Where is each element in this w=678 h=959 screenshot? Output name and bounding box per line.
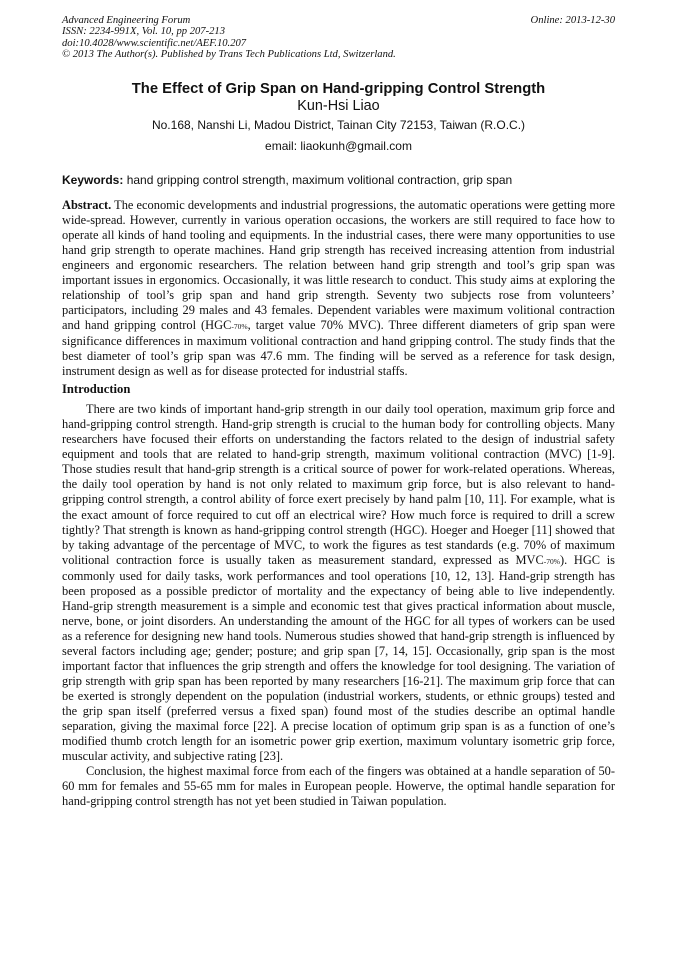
- issn-line: ISSN: 2234-991X, Vol. 10, pp 207-213: [62, 26, 226, 38]
- journal-header: [62, 15, 615, 61]
- keywords: [62, 173, 615, 188]
- author-name: Kun-Hsi Liao: [297, 97, 380, 114]
- copyright-line: © 2013 The Author(s). Published by Trans Tech Publications Ltd, Switzerland.: [62, 49, 396, 61]
- abstract-text-2: , target value 70% MVC). Three different diameters of grip span were significance differences in maximum volitional contraction and hand gripping control. The study finds that the best diameter of tool’s grip span was 47.6 mm. The finding will be served as a reference for task design, instrument design as well as for disease protected for industrial staffs.: [62, 318, 615, 379]
- intro-text-2: ). HGC is commonly used for daily tasks, work performances and tool operations [10, 12, 13]. Hand-grip strength has been proposed as a possible predictor of mortality and the expectancy of being able to live independently. Hand-grip strength measurement is a simple and economic test that gives practical information about muscle, nerve, bone, or joint disorders. An understanding the amount of the HGC for all types of workers can be used as a reference for designing new hand tools. Numerous studies showed that hand-grip strength is influenced by several factors including age; gender; posture; and grip span [7, 14, 15]. Occasionally, grip span is the most important factor that influences the grip strength and offers the knowledge for tool designing. The variation of grip strength with grip span has been reported by many researchers [16-21]. The maximum grip force that can be exerted is strongly dependent on the population (industrial workers, students, or ethnic groups) tested and the grip span itself (preferred versus a fixed span) found most of the studies describe an optimal handle separation, giving the maximal force [22]. A precise location of optimum grip span is as a function of one’s modified thumb crotch length for an isometric power grip exertion, maximum voluntary isometric grip force, muscular activity, and subjective rating [23].: [62, 552, 615, 764]
- intro-subscript: -70%: [543, 556, 560, 566]
- online-date: Online: 2013-12-30: [530, 15, 615, 26]
- keywords-text: hand gripping control strength, maximum volitional contraction, grip span: [123, 172, 513, 187]
- intro-paragraph-2: Conclusion, the highest maximal force from each of the fingers was obtained at a handle separation of 50-60 mm for females and 55-65 mm for males in European people. Howerve, the optimal handle separation for hand-gripping control strength has not yet been studied in Taiwan population.: [62, 764, 615, 809]
- abstract: [62, 198, 615, 380]
- journal-name: Advanced Engineering Forum: [62, 15, 191, 26]
- paper-page: [62, 15, 615, 809]
- doi-line: doi:10.4028/www.scientific.net/AEF.10.207: [62, 37, 247, 49]
- keywords-label: Keywords:: [62, 172, 124, 187]
- title-block: [62, 81, 615, 154]
- author-affiliation: No.168, Nanshi Li, Madou District, Tainan City 72153, Taiwan (R.O.C.): [151, 117, 526, 132]
- intro-paragraph-1: [62, 402, 615, 764]
- intro-text-1: There are two kinds of important hand-grip strength in our daily tool operation, maximum grip force and hand-gripping control strength. Hand-grip strength is crucial to the human body for controlling objects. Many researchers have focused their efforts on understanding the factors related to the design of industrial safety equipment and tools that are related to hand-grip strength, maximum volitional contraction (MVC) [1-9]. Those studies result that hand-grip strength is a critical source of power for work-related operations. Whereas, the daily tool operation by hand is not only related to maximum grip force, but is also relevant to hand-gripping control strength, a control ability of force exert precisely by hand palm [10, 11]. For example, what is the exact amount of force required to cut off an electrical wire? How much force is required to drill a screw tightly? That strength is known as hand-gripping control strength (HGC). Hoeger and Hoeger [11] showed that by taking advantage of the percentage of MVC, to work the figures as test standards (e.g. 70% of maximum volitional contraction force is usually taken as measurement standard, expressed as MVC: [62, 402, 615, 567]
- abstract-text-1: The economic developments and industrial progressions, the automatic operations were getting more wide-spread. However, currently in various operation occasions, the workers are still required to face how to operate all kinds of hand tooling and equipments. In the industrial cases, there were many opportunities to use hand grip strength to operate machines. Hand grip strength has received increasing attention from industrial engineers and ergonomic researchers. The relation between hand grip strength and tool’s grip span was important issues in ergonomics. Occasionally, it was little research to conduct. This study aims at exploring the relationship of tool’s grip span and hand grip strength. Seventy two subjects rose from volunteers’ participators, including 29 males and 43 females. Dependent variables were maximum volitional contraction and hand gripping control (HGC: [62, 197, 615, 332]
- section-heading-introduction: Introduction: [62, 382, 131, 397]
- paper-title: The Effect of Grip Span on Hand-gripping Control Strength: [131, 80, 546, 97]
- abstract-label: Abstract.: [62, 197, 112, 212]
- abstract-subscript: -70%: [231, 322, 248, 331]
- author-email: email: liaokunh@gmail.com: [265, 138, 412, 153]
